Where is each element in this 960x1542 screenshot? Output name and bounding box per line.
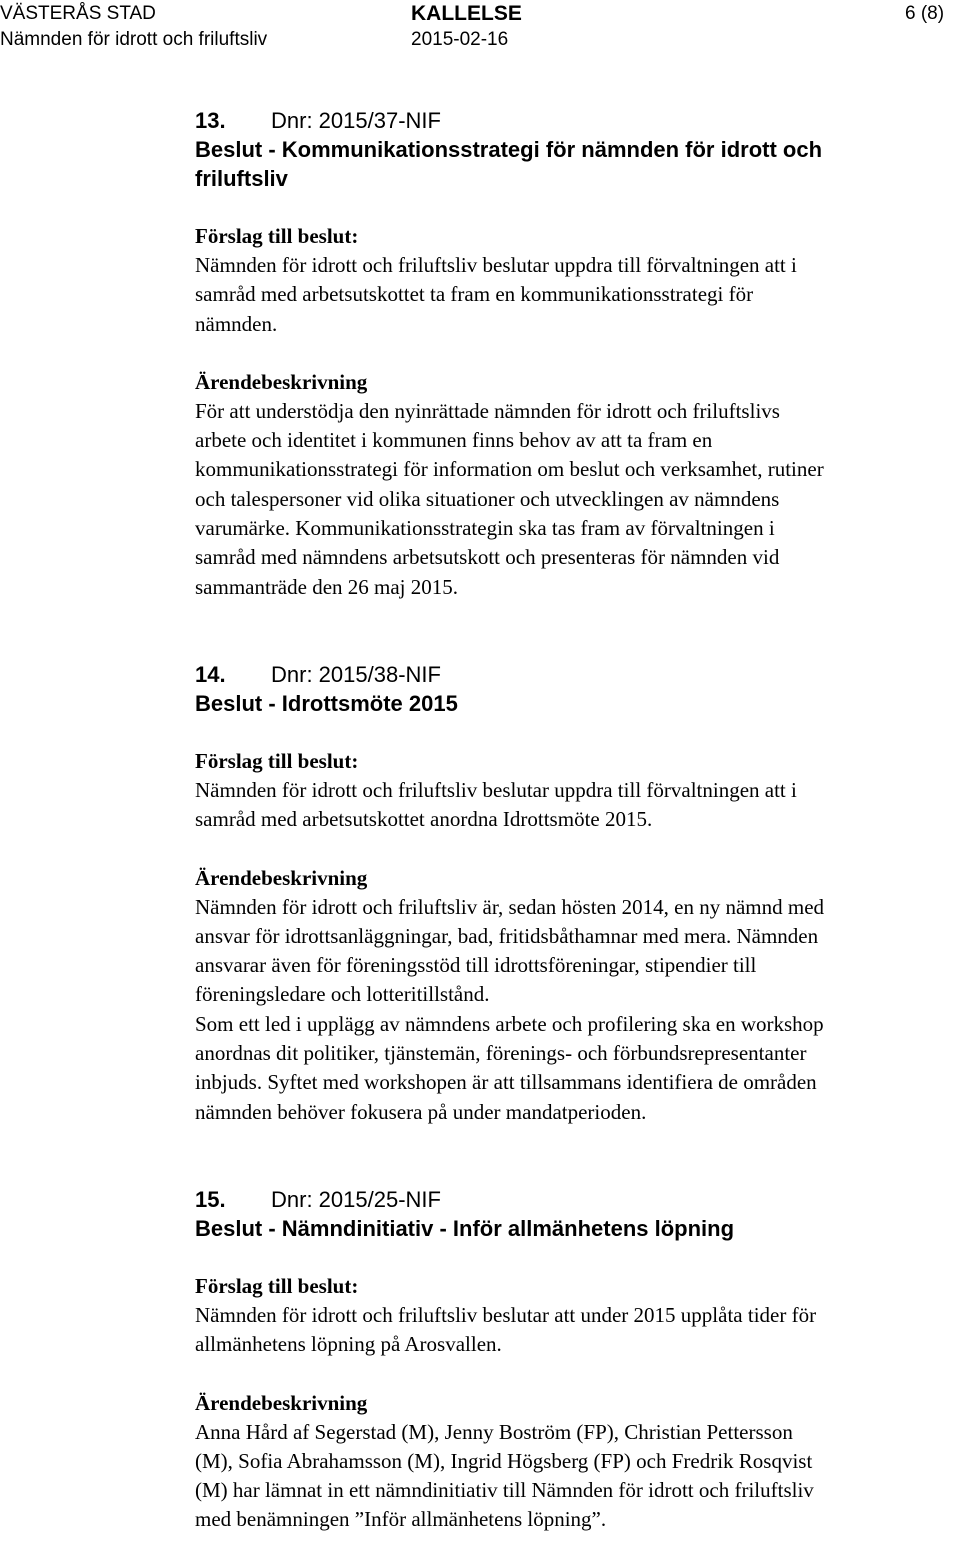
item-dnr: Dnr: 2015/25-NIF	[271, 1186, 441, 1212]
item-title-line: Beslut - Kommunikationsstrategi för nämnden för idrott och	[195, 137, 823, 162]
item-number: 13.	[195, 108, 226, 133]
item-dnr: Dnr: 2015/38-NIF	[271, 661, 441, 687]
description-line: arbete och identitet i kommunen finns behov av att ta fram en	[195, 428, 713, 453]
proposal-line: Nämnden för idrott och friluftsliv beslutar uppdra till förvaltningen att i	[195, 777, 797, 802]
page-number: 6 (8)	[905, 3, 945, 24]
item-number: 14.	[195, 661, 226, 687]
description-line: och talespersoner vid olika situationer och utvecklingen av nämndens	[195, 486, 780, 511]
agenda-item-14	[195, 660, 960, 1127]
description-line: nämnden behöver fokusera på under mandatperioden.	[195, 1099, 647, 1124]
description-line: samråd med nämndens arbetsutskott och presenteras för nämnden vid	[195, 545, 780, 570]
item-dnr: Dnr: 2015/37-NIF	[271, 108, 441, 133]
proposal-label: Förslag till beslut:	[195, 748, 359, 773]
proposal-line: allmänhetens löpning på Arosvallen.	[195, 1332, 502, 1357]
description-line: föreningsledare och lotteritillstånd.	[195, 982, 490, 1007]
proposal-line: samråd med arbetsutskottet anordna Idrottsmöte 2015.	[195, 807, 653, 832]
proposal-label: Förslag till beslut:	[195, 224, 359, 248]
item-title-line: Beslut - Idrottsmöte 2015	[195, 690, 458, 716]
description-line: Anna Hård af Segerstad (M), Jenny Boström (FP), Christian Pettersson	[195, 1419, 793, 1444]
proposal-line: samråd med arbetsutskottet ta fram en kommunikationsstrategi för	[195, 282, 754, 307]
description-line: Som ett led i upplägg av nämndens arbete och profilering ska en workshop	[195, 1011, 824, 1036]
description-line: inbjuds. Syftet med workshopen är att tillsammans identifiera de områden	[195, 1070, 817, 1095]
item-number: 15.	[195, 1186, 226, 1212]
agenda-item-15	[195, 1185, 960, 1535]
item-title-line: friluftsliv	[195, 166, 288, 191]
description-label: Ärendebeskrivning	[195, 369, 368, 394]
description-line: kommunikationsstrategi för information om beslut och verksamhet, rutiner	[195, 457, 824, 482]
description-line: sammanträde den 26 maj 2015.	[195, 574, 459, 599]
description-line: För att understödja den nyinrättade nämnden för idrott och friluftslivs	[195, 398, 780, 423]
proposal-line: Nämnden för idrott och friluftsliv beslutar uppdra till förvaltningen att i	[195, 253, 797, 277]
description-line: ansvar för idrottsanläggningar, bad, fritidsbåthamnar med mera. Nämnden	[195, 923, 819, 948]
item-heading	[195, 1185, 960, 1214]
description-label: Ärendebeskrivning	[195, 865, 368, 890]
proposal-label: Förslag till beslut:	[195, 1273, 359, 1298]
proposal-line: Nämnden för idrott och friluftsliv beslutar att under 2015 upplåta tider för	[195, 1302, 817, 1327]
document-type: KALLELSE	[411, 2, 522, 25]
description-line: anordnas dit politiker, tjänstemän, förenings- och förbundsrepresentanter	[195, 1041, 807, 1066]
description-label: Ärendebeskrivning	[195, 1390, 368, 1415]
item-heading	[195, 106, 960, 135]
description-line: varumärke. Kommunikationsstrategin ska tas fram av förvaltningen i	[195, 516, 775, 541]
committee-name: Nämnden för idrott och friluftsliv	[0, 29, 268, 50]
agenda-content	[195, 106, 960, 1535]
description-line: (M), Sofia Abrahamsson (M), Ingrid Högsberg (FP) och Fredrik Rosqvist	[195, 1448, 813, 1473]
description-line: Nämnden för idrott och friluftsliv är, sedan hösten 2014, en ny nämnd med	[195, 894, 825, 919]
description-line: ansvarar även för föreningsstöd till idrottsföreningar, stipendier till	[195, 953, 757, 978]
organization-name: VÄSTERÅS STAD	[0, 3, 156, 24]
document-date: 2015-02-16	[411, 29, 509, 50]
page-header	[0, 0, 960, 60]
item-title-line: Beslut - Nämndinitiativ - Inför allmänhetens löpning	[195, 1215, 735, 1241]
description-line: (M) har lämnat in ett nämndinitiativ till Nämnden för idrott och friluftsliv	[195, 1478, 814, 1503]
item-heading	[195, 660, 960, 689]
agenda-item-13	[195, 106, 960, 602]
description-line: med benämningen ”Inför allmänhetens löpning”.	[195, 1507, 607, 1532]
proposal-line: nämnden.	[195, 311, 278, 336]
